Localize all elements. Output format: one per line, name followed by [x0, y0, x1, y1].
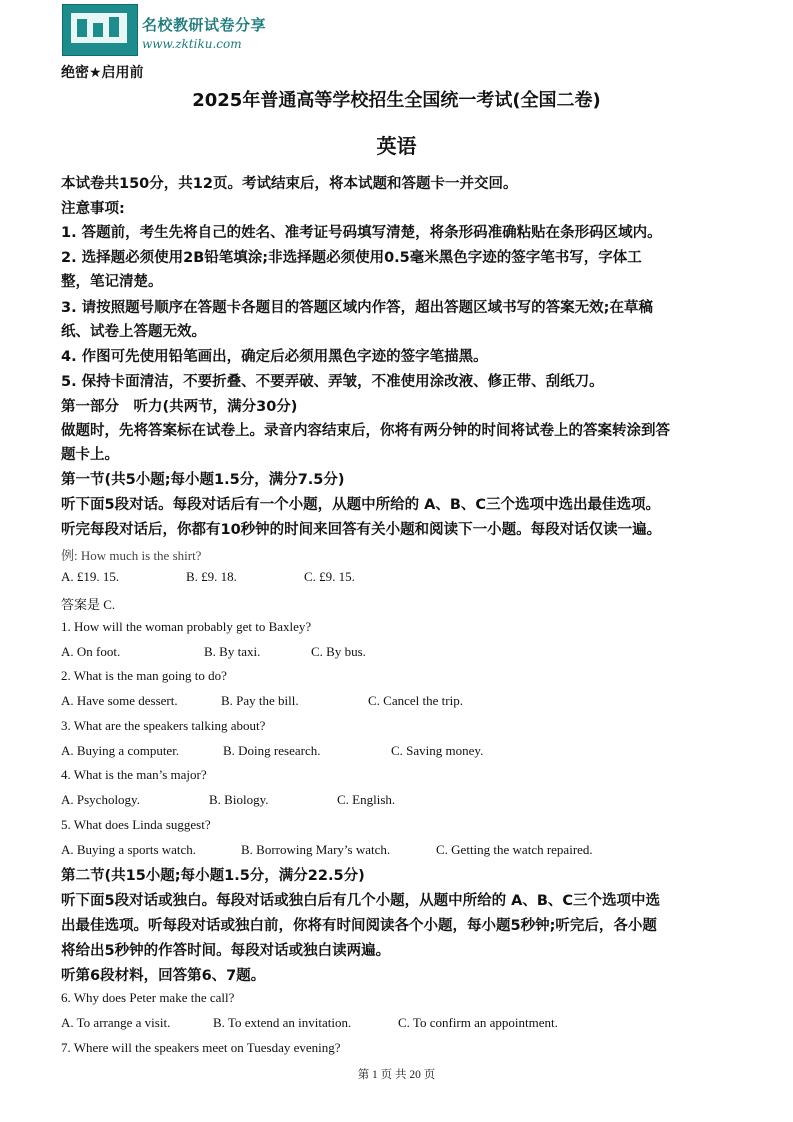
option-a: A. To arrange a visit. [61, 1015, 171, 1030]
question-2-options [61, 693, 463, 709]
example-option-b: B. £9. 18. [186, 569, 237, 584]
question-3: 3. What are the speakers talking about? [61, 718, 266, 733]
intro-text: 本试卷共150分，共12页。考试结束后，将本试题和答题卡一并交回。 [61, 176, 518, 192]
option-c: C. By bus. [311, 644, 366, 659]
section1-desc-line-2: 听完每段对话后，你都有10秒钟的时间来回答有关小题和阅读下一小题。每段对话仅读一遍。 [61, 522, 662, 538]
part1-desc-line-1: 做题时，先将答案标在试卷上。录音内容结束后，你将有两分钟的时间将试卷上的答案转涂到答 [61, 423, 670, 439]
secret-label: 绝密★启用前 [61, 65, 144, 81]
example-option-a: A. £19. 15. [61, 569, 120, 584]
subject-title: 英语 [376, 134, 417, 158]
option-a: A. Psychology. [61, 792, 140, 807]
logo-url[interactable]: www.zktiku.com [142, 37, 242, 51]
question-1-options [61, 644, 366, 660]
option-a: A. Have some dessert. [61, 693, 178, 708]
section2-heading: 第二节(共15小题;每小题1.5分，满分22.5分) [61, 868, 365, 884]
option-b: B. Biology. [209, 792, 269, 807]
question-6: 6. Why does Peter make the call? [61, 990, 235, 1005]
section1-heading: 第一节(共5小题;每小题1.5分，满分7.5分) [61, 472, 345, 488]
section2-desc-line-1: 听下面5段对话或独白。每段对话或独白后有几个小题，从题中所给的 A、B、C三个选项中选 [61, 893, 661, 909]
option-b: B. Borrowing Mary’s watch. [241, 842, 391, 857]
option-c: C. Saving money. [391, 743, 484, 758]
notes-heading: 注意事项: [61, 201, 125, 217]
section2-desc-line-2: 出最佳选项。听每段对话或独白前，你将有时间阅读各个小题，每小题5秒钟;听完后，各小题 [61, 918, 657, 934]
question-3-options [61, 743, 483, 759]
question-2: 2. What is the man going to do? [61, 668, 227, 683]
question-4: 4. What is the man’s major? [61, 767, 207, 782]
option-c: C. English. [337, 792, 396, 807]
option-b: B. Doing research. [223, 743, 321, 758]
exam-title: 2025年普通高等学校招生全国统一考试(全国二卷) [192, 90, 601, 111]
question-6-options [61, 1015, 558, 1031]
example-option-c: C. £9. 15. [304, 569, 355, 584]
question-1: 1. How will the woman probably get to Baxley? [61, 619, 312, 634]
option-c: C. Cancel the trip. [368, 693, 463, 708]
note-2-line-2: 整，笔记清楚。 [61, 274, 163, 290]
logo-mark-icon [62, 4, 138, 56]
site-logo[interactable] [62, 4, 272, 56]
note-3-line-1: 3. 请按照题号顺序在答题卡各题目的答题区域内作答，超出答题区域书写的答案无效;在草稿 [61, 300, 653, 316]
question-5-options [61, 842, 593, 858]
section1-desc-line-1: 听下面5段对话。每段对话后有一个小题，从题中所给的 A、B、C三个选项中选出最佳选项。 [61, 497, 661, 513]
part1-desc-line-2: 题卡上。 [61, 447, 119, 463]
option-b: B. Pay the bill. [221, 693, 299, 708]
option-c: C. Getting the watch repaired. [436, 842, 593, 857]
section2-desc-line-3: 将给出5秒钟的作答时间。每段对话或独白读两遍。 [61, 943, 391, 959]
question-5: 5. What does Linda suggest? [61, 817, 211, 832]
option-a: A. Buying a sports watch. [61, 842, 197, 857]
note-4: 4. 作图可先使用铅笔画出，确定后必须用黑色字迹的签字笔描黑。 [61, 349, 488, 365]
question-4-options [61, 792, 395, 808]
question-7: 7. Where will the speakers meet on Tuesday evening? [61, 1040, 341, 1055]
example-options [61, 569, 355, 585]
option-a: A. On foot. [61, 644, 121, 659]
material-6-heading: 听第6段材料，回答第6、7题。 [61, 968, 266, 984]
example-question: 例: How much is the shirt? [61, 548, 202, 563]
option-b: B. To extend an invitation. [213, 1015, 352, 1030]
option-a: A. Buying a computer. [61, 743, 180, 758]
part1-heading: 第一部分 听力(共两节，满分30分) [61, 399, 298, 415]
option-b: B. By taxi. [204, 644, 261, 659]
note-1: 1. 答题前，考生先将自己的姓名、准考证号码填写清楚，将条形码准确粘贴在条形码区域内。 [61, 225, 662, 241]
note-5: 5. 保持卡面清洁，不要折叠、不要弄破、弄皱，不准使用涂改液、修正带、刮纸刀。 [61, 374, 604, 390]
note-2-line-1: 2. 选择题必须使用2B铅笔填涂;非选择题必须使用0.5毫米黑色字迹的签字笔书写，字体工 [61, 250, 642, 266]
page-footer: 第 1 页 共 20 页 [357, 1069, 436, 1081]
option-c: C. To confirm an appointment. [398, 1015, 558, 1030]
logo-name: 名校教研试卷分享 [142, 16, 267, 34]
note-3-line-2: 纸、试卷上答题无效。 [61, 324, 206, 340]
example-answer: 答案是 C. [61, 597, 116, 612]
